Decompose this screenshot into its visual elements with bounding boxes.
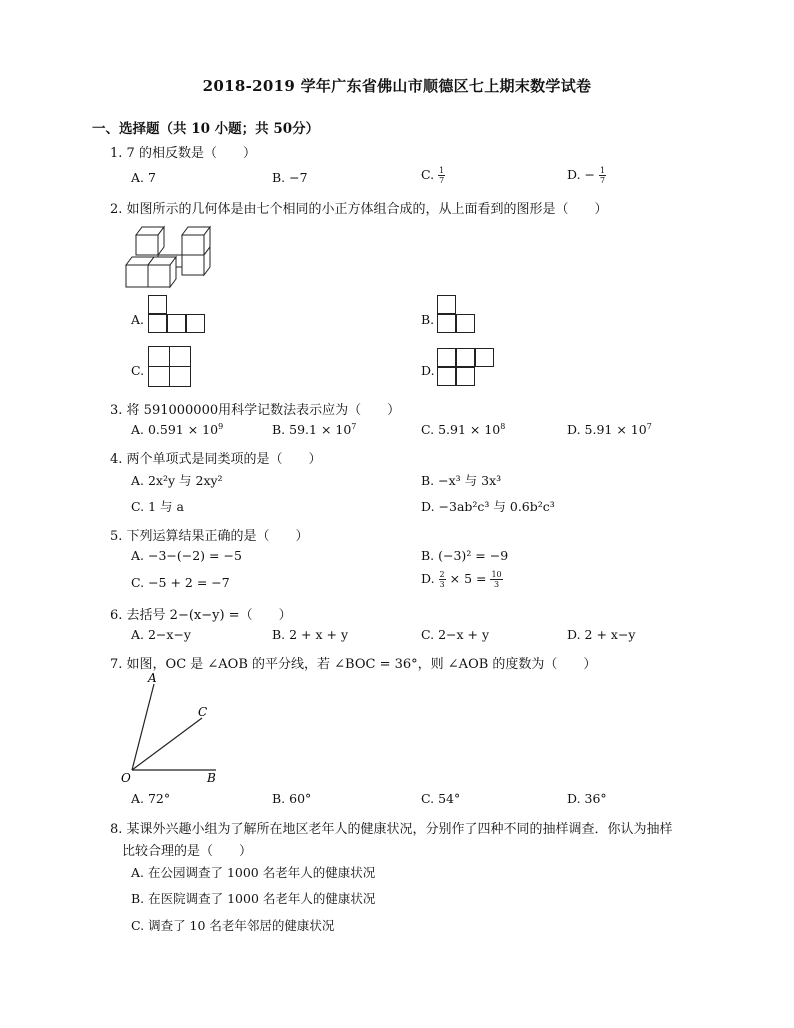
q3-option-c-exponent: 8 (500, 422, 506, 431)
question-2: 2. 如图所示的几何体是由七个相同的小正方体组合成的，从上面看到的图形是（ ） (110, 202, 608, 217)
grid-cell (186, 314, 205, 333)
q7-option-d[interactable]: D. 36° (567, 791, 607, 806)
q4-option-d[interactable]: D. −3ab²c³ 与 0.6b²c³ (421, 499, 555, 514)
page-title: 2018-2019 学年广东省佛山市顺德区七上期末数学试卷 (202, 77, 592, 95)
label-a: A (148, 671, 157, 685)
q1-option-d-fraction: $\frac{1}{7}$ (599, 166, 606, 185)
grid-cell (437, 295, 456, 314)
q1-option-c-fraction: $\frac{1}{7}$ (439, 166, 445, 185)
q2-option-a[interactable]: A. (131, 312, 145, 327)
q3-option-c-base: C. 5.91 × 10 (421, 422, 501, 438)
q1-option-a[interactable]: A. 7 (131, 170, 156, 185)
q5-option-a[interactable]: A. −3−(−2) = −5 (131, 548, 242, 563)
label-o: O (121, 771, 131, 785)
grid-cell (169, 366, 191, 387)
question-8-line-2: 比较合理的是（ ） (122, 844, 253, 859)
q3-option-d[interactable] (567, 422, 652, 437)
q1-option-b[interactable]: B. −7 (272, 170, 308, 185)
q7-option-a[interactable]: A. 72° (131, 791, 171, 806)
question-1: 1. 7 的相反数是（ ） (110, 146, 256, 161)
label-c: C (198, 705, 208, 719)
q3-option-d-base: D. 5.91 × 10 (567, 422, 647, 438)
q1-option-c[interactable] (421, 166, 445, 185)
q1-option-c-label: C. (421, 167, 435, 182)
q1-option-d[interactable] (567, 166, 606, 185)
grid-cell (456, 367, 475, 386)
q3-option-d-exponent: 7 (646, 422, 652, 431)
question-8-line-1: 8. 某课外兴趣小组为了解所在地区老年人的健康状况，分别作了四种不同的抽样调查．你认为抽样 (110, 822, 673, 837)
question-3: 3. 将 591000000用科学记数法表示应为（ ） (110, 403, 401, 418)
q5-option-d-fraction-1: $\frac{2}{3}$ (439, 570, 445, 589)
q7-option-c[interactable]: C. 54° (421, 791, 461, 806)
question-4: 4. 两个单项式是同类项的是（ ） (110, 452, 322, 467)
grid-cell (148, 295, 167, 314)
cube-solid-figure (122, 219, 222, 291)
q6-option-b[interactable]: B. 2 + x + y (272, 627, 349, 642)
question-5: 5. 下列运算结果正确的是（ ） (110, 529, 309, 544)
q5-option-d-mid: × 5 = (449, 571, 487, 586)
section-heading: 一、选择题（共 10 小题；共 50分） (92, 121, 320, 137)
q6-option-d[interactable]: D. 2 + x−y (567, 627, 636, 642)
q8-option-c[interactable]: C. 调查了 10 名老年邻居的健康状况 (131, 918, 335, 933)
q3-option-b-exponent: 7 (351, 422, 357, 431)
grid-cell (437, 348, 456, 367)
q3-option-a[interactable] (131, 422, 223, 437)
q7-option-b[interactable]: B. 60° (272, 791, 312, 806)
q3-option-b[interactable] (272, 422, 356, 437)
question-7: 7. 如图，OC 是 ∠AOB 的平分线，若 ∠BOC = 36°，则 ∠AOB 的度数为（ ） (110, 657, 597, 672)
q6-option-c[interactable]: C. 2−x + y (421, 627, 490, 642)
q2-option-c[interactable]: C. (131, 363, 145, 378)
label-b: B (207, 771, 216, 785)
grid-cell (437, 367, 456, 386)
q4-option-c[interactable]: C. 1 与 a (131, 499, 184, 514)
q5-option-d[interactable] (421, 570, 503, 589)
angle-figure (118, 670, 228, 786)
grid-cell (169, 346, 191, 367)
grid-cell (148, 314, 167, 333)
q5-option-d-fraction-2: $\frac{10}{3}$ (491, 570, 502, 589)
grid-cell (475, 348, 494, 367)
q8-option-b[interactable]: B. 在医院调查了 1000 名老年人的健康状况 (131, 891, 376, 906)
q3-option-b-base: B. 59.1 × 10 (272, 422, 352, 438)
grid-cell (148, 346, 170, 367)
q4-option-a[interactable]: A. 2x²y 与 2xy² (131, 473, 223, 488)
grid-cell (456, 314, 475, 333)
q3-option-a-base: A. 0.591 × 10 (131, 422, 219, 438)
q2-option-b[interactable]: B. (421, 312, 435, 327)
question-6: 6. 去括号 2−(x−y) =（ ） (110, 608, 292, 623)
grid-cell (437, 314, 456, 333)
grid-cell (456, 348, 475, 367)
q1-option-d-label: D. − (567, 167, 595, 182)
q5-option-b[interactable]: B. (−3)² = −9 (421, 548, 509, 563)
q5-option-c[interactable]: C. −5 + 2 = −7 (131, 575, 230, 590)
q4-option-b[interactable]: B. −x³ 与 3x³ (421, 473, 502, 488)
grid-cell (167, 314, 186, 333)
q3-option-a-exponent: 9 (218, 422, 224, 431)
q5-option-d-label: D. (421, 571, 435, 586)
q6-option-a[interactable]: A. 2−x−y (131, 627, 191, 642)
q8-option-a[interactable]: A. 在公园调查了 1000 名老年人的健康状况 (131, 865, 376, 880)
q2-option-d[interactable]: D. (421, 363, 435, 378)
grid-cell (148, 366, 170, 387)
q3-option-c[interactable] (421, 422, 505, 437)
